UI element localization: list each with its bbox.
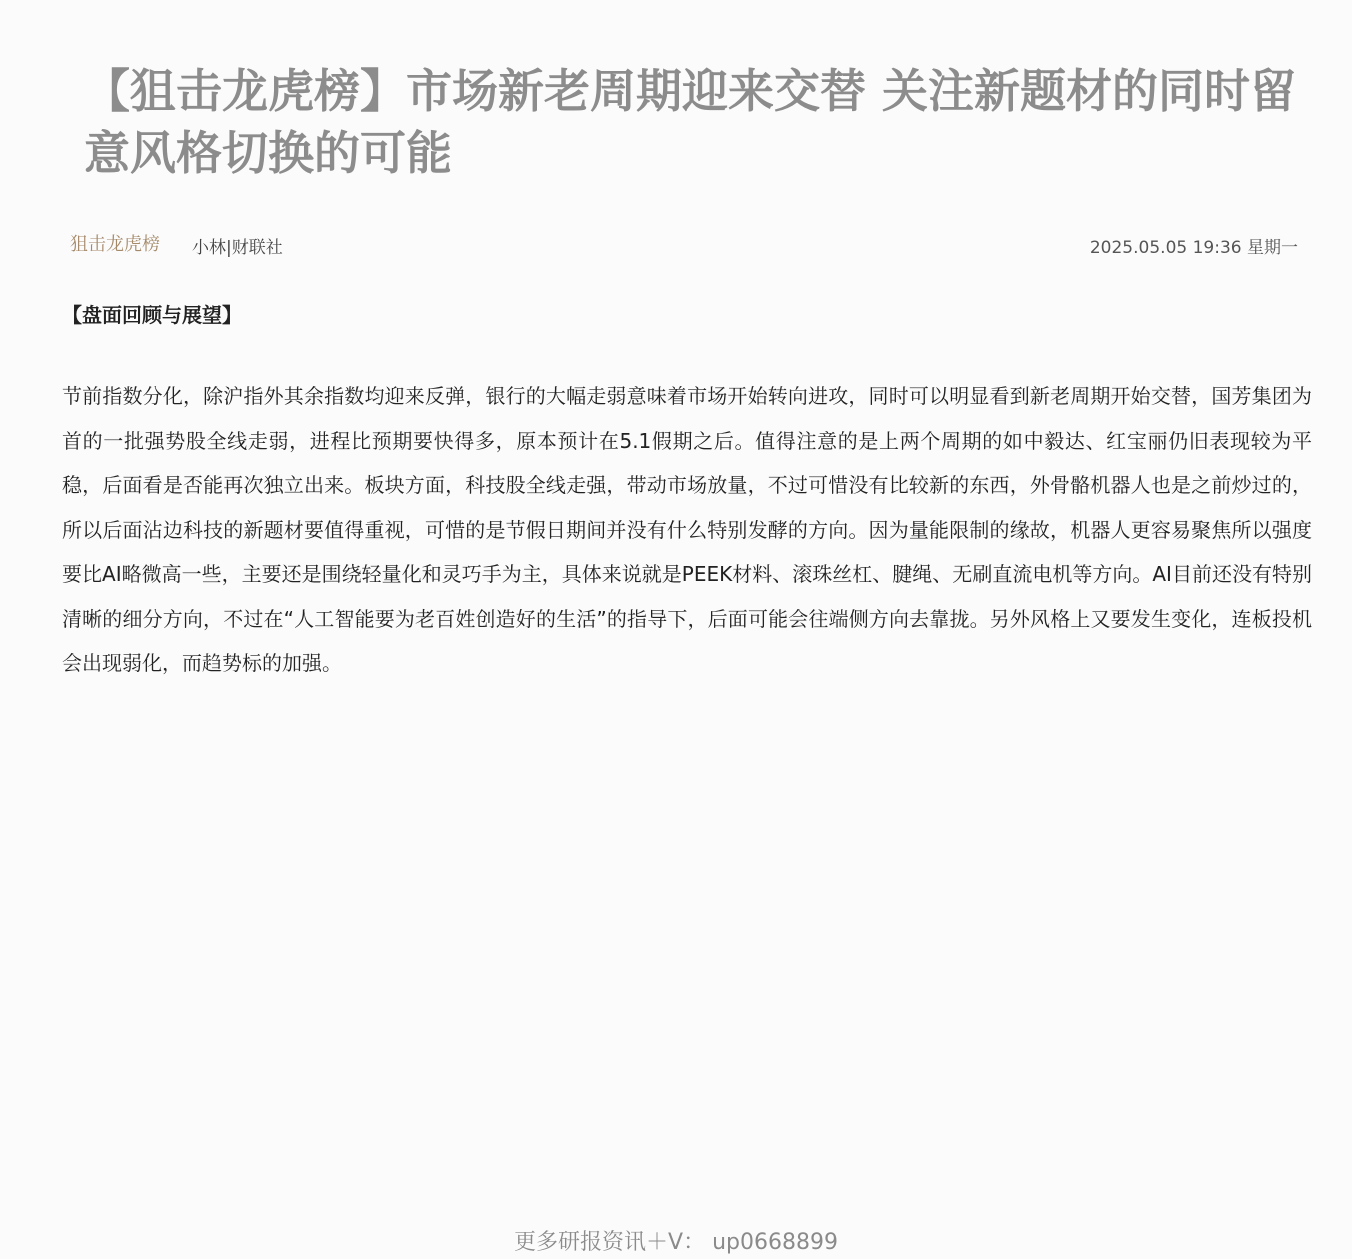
column-name[interactable]: 狙击龙虎榜 (70, 234, 160, 255)
section-heading: 【盘面回顾与展望】 (62, 303, 242, 327)
article-body: 节前指数分化，除沪指外其余指数均迎来反弹，银行的大幅走弱意味着市场开始转向进攻，同时可以明显看到新老周期开始交替，国芳集团为首的一批强势股全线走弱，进程比预期要快得多，原本预计在5.1假期之后。值得注意的是上两个周期的如中毅达、红宝丽仍旧表现较为平稳，后面看是否能再次独立出来。板块方面，科技股全线走强，带动市场放量，不过可惜没有比较新的东西，外骨骼机器人也是之前炒过的，所以后面沾边科技的新题材要值得重视，可惜的是节假日期间并没有什么特别发酵的方向。因为量能限制的缘故，机器人更容易聚焦所以强度要比AI略微高一些，主要还是围绕轻量化和灵巧手为主，具体来说就是PEEK材料、滚珠丝杠、腱绳、无刷直流电机等方向。AI目前还没有特别清晰的细分方向，不过在“人工智能要为老百姓创造好的生活”的指导下，后面可能会往端侧方向去靠拢。另外风格上又要发生变化，连板投机会出现弱化，而趋势标的加强。 (62, 384, 1312, 675)
publish-datetime: 2025.05.05 19:36 星期一 (1089, 238, 1298, 258)
article-title: 【狙击龙虎榜】市场新老周期迎来交替 关注新题材的同时留意风格切换的可能 (84, 64, 1297, 180)
footer-watermark: 更多研报资讯＋V： up0668899 (514, 1230, 838, 1255)
article-meta (70, 232, 1298, 262)
author-byline: 小林|财联社 (192, 238, 283, 258)
